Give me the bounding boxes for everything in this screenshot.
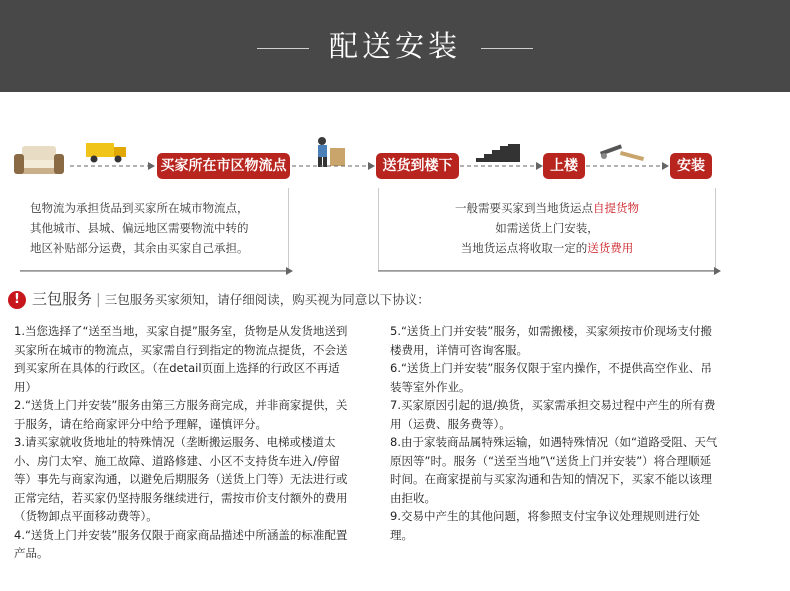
- home-delivery-info: [378, 188, 716, 271]
- term-item: 4.“送货上门并安装”服务仅限于商家商品描述中所涵盖的标准配置产品。: [14, 527, 348, 560]
- box-install: 安装: [670, 153, 712, 179]
- flow-arrow: [292, 160, 376, 172]
- info-text: 如需送货上门安装，: [495, 221, 599, 235]
- term-item: 3.请买家就收货地址的特殊情况（垄断搬运服务、电梯或楼道太小、房门太窄、施工故障、道路修建、小区不支持货车进入/停留等）事先与商家沟通，以避免后期服务（送货上门等）无法进行或正常完结，若买家仍坚持服务继续进行，需按市价支付额外的费用（货物卸点平面移动费等）。: [14, 435, 348, 523]
- service-subtitle: 三包服务买家须知，请仔细阅读，购买视为同意以下协议：: [104, 292, 430, 307]
- info-line: 包物流为承担货品到买家所在城市物流点，: [30, 201, 249, 215]
- terms-right-column: [390, 322, 720, 544]
- service-heading: ! 三包服务 | 三包服务买家须知，请仔细阅读，购买视为同意以下协议：: [8, 287, 430, 311]
- term-item: 7.买家原因引起的退/换货，买家需承担交易过程中产生的所有费用（运费、服务费等）。: [390, 398, 716, 431]
- terms-left-column: [14, 322, 356, 563]
- term-item: 6.“送货上门并安装”服务仅限于室内操作，不提供高空作业、吊装等室外作业。: [390, 361, 712, 394]
- box-deliver-downstairs: 送货到楼下: [376, 153, 459, 179]
- sofa-icon: [14, 144, 64, 178]
- header-banner: [0, 0, 790, 92]
- term-item: 1.当您选择了“送至当地，买家自提”服务室，货物是从发货地送到买家所在城市的物流点，买家需自行到指定的物流点提货，不会送到买家所在具体的行政区。（在detail页面上选择的行政区不再适用）: [14, 324, 348, 394]
- term-item: 9.交易中产生的其他问题，将参照支付宝争议处理规则进行处理。: [390, 509, 700, 542]
- flow-arrow: [70, 160, 156, 172]
- service-title: 三包服务: [32, 290, 93, 308]
- flow-arrow: [586, 160, 670, 172]
- page-title: 配送安装: [328, 29, 461, 63]
- info-arrow: [378, 265, 722, 277]
- title-right-rule: [481, 48, 533, 49]
- box-upstairs: 上楼: [543, 153, 585, 179]
- info-text: 一般需要买家到当地货运点: [455, 201, 593, 215]
- term-item: 8.由于家装商品属特殊运输，如遇特殊情况（如“道路受阻、天气原因等”时。服务（“送至当地”\“送货上门并安装”）将合理顺延时间。在商家提前与买家沟通和告知的情况下，买家不能以该理由拒收。: [390, 435, 718, 505]
- info-arrow: [20, 265, 294, 277]
- highlight-text: 自提货物: [593, 201, 639, 215]
- highlight-text: 送货费用: [587, 241, 634, 255]
- info-line: 地区补贴部分运费，其余由买家自己承担。: [30, 241, 249, 255]
- term-item: 2.“送货上门并安装”服务由第三方服务商完成，并非商家提供，关于服务，请在给商家评分中给予理解，谨慎评分。: [14, 398, 348, 431]
- info-line: 其他城市、县城、偏远地区需要物流中转的: [30, 221, 249, 235]
- box-city-logistics-point: 买家所在市区物流点: [157, 153, 290, 179]
- term-item: 5.“送货上门并安装”服务，如需搬楼，买家须按市价现场支付搬楼费用，详情可咨询客服。: [390, 324, 712, 357]
- info-text: 当地货运点将收取一定的: [460, 241, 588, 255]
- delivery-flow: [0, 130, 790, 280]
- flow-arrow: [460, 160, 544, 172]
- exclamation-icon: !: [8, 291, 26, 309]
- self-pickup-info: [20, 188, 289, 271]
